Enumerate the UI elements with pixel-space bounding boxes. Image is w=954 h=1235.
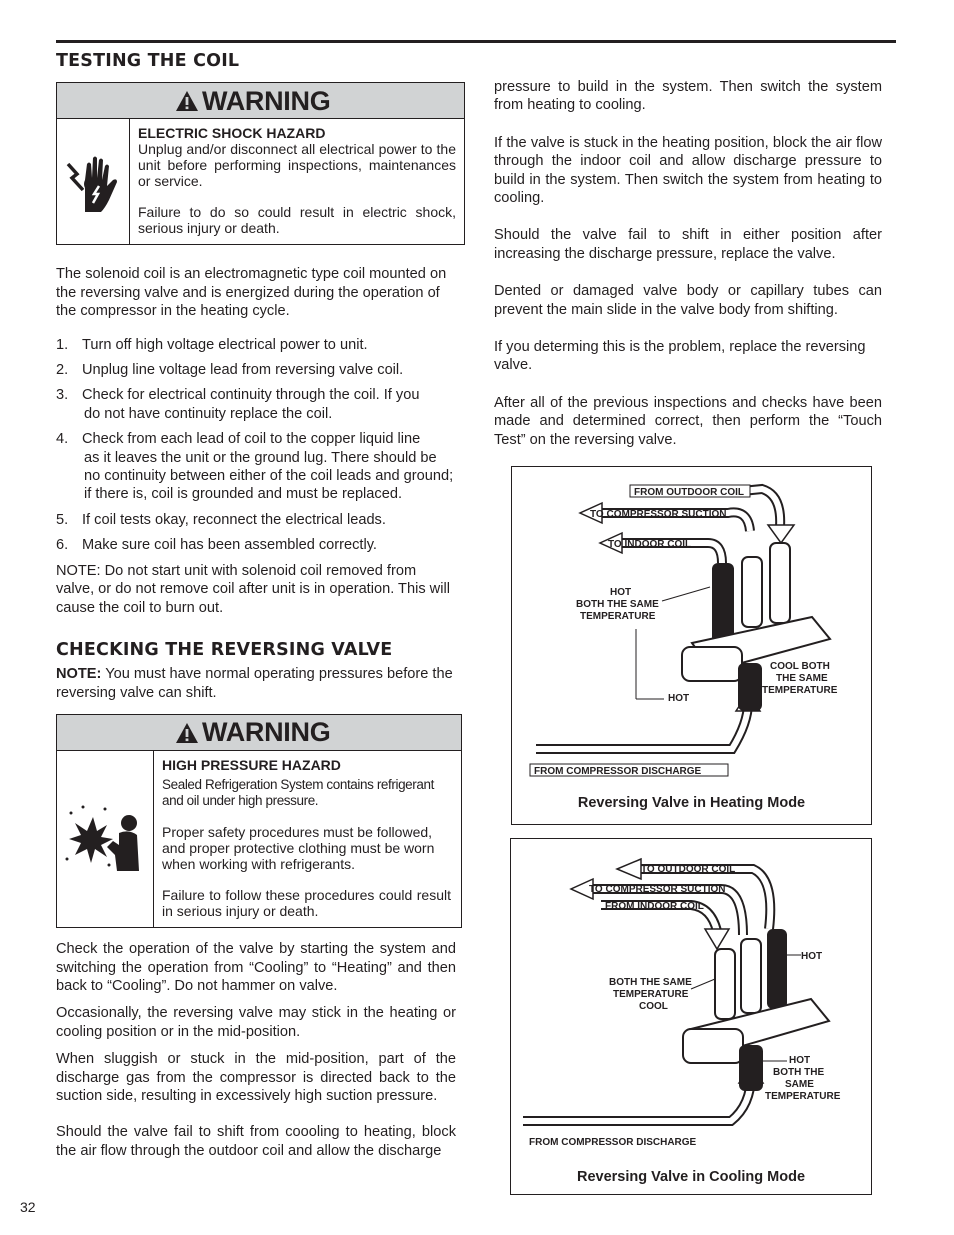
list-item (56, 536, 456, 554)
warning-paragraph: Failure to follow these procedures could result in serious injury or death. (162, 887, 451, 920)
section-heading-testing-coil: TESTING THE COIL (56, 51, 240, 71)
note-text: You must have normal operating pressures before the reversing valve can shift. (56, 666, 453, 701)
section-heading-reversing-valve: CHECKING THE REVERSING VALVE (56, 639, 393, 660)
label-both-same: BOTH THE SAME (609, 977, 692, 988)
warning-header (57, 83, 464, 119)
step-number: 1. (56, 336, 69, 353)
label-cool: COOL (639, 1001, 668, 1012)
warning-paragraph: Failure to do so could result in electric shock, serious injury or death. (138, 204, 456, 237)
list-item (56, 511, 456, 529)
step-text-continued: as it leaves the unit or the ground lug. There should be no continuity between either of the coil leads and ground; if there is, coil is grounded and must be replaced. (84, 449, 454, 503)
label-to-compressor-suction: TO COMPRESSOR SUCTION (590, 509, 727, 520)
warning-paragraph: Unplug and/or disconnect all electrical power to the unit before performing inspections, maintenances or service. (138, 141, 456, 190)
step-number: 2. (56, 362, 69, 379)
coil-note-paragraph: NOTE: Do not start unit with solenoid coil removed from valve, or do not remove coil after unit is in operation. This will cause the coil to burn out. (56, 562, 450, 616)
step-number: 5. (56, 511, 69, 528)
list-item (56, 361, 456, 379)
step-text: Check from each lead of coil to the copper liquid line (82, 431, 421, 448)
warning-paragraph: Sealed Refrigeration System contains refrigerant and oil under high pressure. (162, 777, 434, 809)
label-temperature: TEMPERATURE (613, 989, 689, 1000)
right-paragraph: pressure to build in the system. Then switch the system from heating to cooling. (494, 79, 882, 114)
warning-triangle-icon (175, 722, 199, 744)
warning-text (130, 119, 462, 244)
cooling-mode-diagram (511, 839, 871, 1157)
step-text-continued: do not have continuity replace the coil. (84, 405, 333, 422)
label-temperature: TEMPERATURE (580, 611, 656, 622)
left-column (56, 52, 456, 1160)
label-to-indoor-coil: TO INDOOR COIL (608, 539, 692, 550)
label-cool-both: COOL BOTH (770, 661, 830, 672)
label-the-same: THE SAME (776, 673, 828, 684)
step-text: Unplug line voltage lead from reversing valve coil. (82, 362, 404, 379)
hazard-title: HIGH PRESSURE HAZARD (162, 757, 341, 774)
step-number: 4. (56, 431, 69, 448)
high-pressure-warning-box (56, 714, 462, 928)
label-hot-top: HOT (801, 951, 823, 962)
pressure-note (56, 665, 456, 702)
warning-header (57, 715, 461, 751)
label-cool-temperature: TEMPERATURE (762, 685, 838, 696)
step-text: Turn off high voltage electrical power to unit. (82, 336, 368, 353)
label-hot-top: HOT (610, 587, 632, 598)
warning-paragraph: Proper safety procedures must be followed, and proper protective clothing must be worn when working with refrigerants. (162, 824, 435, 873)
hazard-title: ELECTRIC SHOCK HAZARD (138, 125, 326, 142)
step-text: If coil tests okay, reconnect the electrical leads. (82, 511, 386, 528)
valve-paragraph: When sluggish or stuck in the mid-position, part of the discharge gas from the compressor is directed back to the suction side, resulting in excessively high suction pressure. (56, 1051, 456, 1104)
figure-caption: Reversing Valve in Cooling Mode (576, 1169, 806, 1185)
label-from-indoor-coil: FROM INDOOR COIL (605, 901, 704, 912)
top-rule (56, 40, 896, 43)
right-paragraph: If the valve is stuck in the heating position, block the air flow through the indoor coil and allow discharge pressure to build in the system. Then switch the system from heating to cooling. (494, 134, 882, 207)
warning-triangle-icon (175, 90, 199, 112)
warning-body (57, 751, 461, 927)
right-paragraph: Should the valve fail to shift in either position after increasing the discharge pressure, replace the valve. (494, 227, 882, 262)
figure-cooling-mode (510, 838, 872, 1195)
valve-paragraph: Occasionally, the reversing valve may stick in the heating or cooling position or in the mid-position. (56, 1005, 456, 1040)
step-number: 6. (56, 537, 69, 554)
list-item (56, 336, 456, 354)
warning-title: WARNING (202, 85, 331, 116)
step-text: Make sure coil has been assembled correctly. (82, 537, 377, 554)
heating-mode-diagram (512, 467, 871, 787)
label-to-compressor-suction: TO COMPRESSOR SUCTION (589, 884, 726, 895)
label-to-outdoor-coil: TO OUTDOOR COIL (641, 864, 736, 875)
coil-intro-paragraph: The solenoid coil is an electromagnetic type coil mounted on the reversing valve and is energized during the operation of the compressor in the heating cycle. (56, 266, 447, 320)
note-label: NOTE: (56, 666, 102, 683)
electric-shock-hand-icon (57, 119, 130, 244)
figure-caption: Reversing Valve in Heating Mode (577, 795, 806, 811)
label-cool-temperature: TEMPERATURE (765, 1091, 841, 1102)
coil-test-steps (56, 336, 456, 555)
right-paragraph: Dented or damaged valve body or capillary tubes can prevent the main slide in the valve body from shifting. (494, 283, 882, 318)
label-from-compressor-discharge: FROM COMPRESSOR DISCHARGE (529, 1137, 697, 1148)
valve-paragraph: Should the valve fail to shift from coooling to heating, block the air flow through the outdoor coil and allow the discharge (56, 1124, 456, 1159)
label-from-outdoor-coil: FROM OUTDOOR COIL (634, 487, 744, 498)
label-from-compressor-discharge: FROM COMPRESSOR DISCHARGE (534, 766, 702, 777)
label-hot-bottom: HOT (789, 1055, 811, 1066)
explosion-hazard-icon (57, 751, 154, 927)
warning-title: WARNING (202, 717, 331, 748)
right-paragraph: If you determing this is the problem, replace the reversing valve. (494, 339, 866, 374)
list-item (56, 386, 456, 423)
warning-text (154, 751, 457, 927)
valve-paragraph: Check the operation of the valve by starting the system and switching the operation from “Cooling” to “Heating” and then back to “Cooling”. Do not hammer on valve. (56, 941, 456, 994)
figure-heating-mode (511, 466, 872, 825)
label-both-the: BOTH THE (773, 1067, 825, 1078)
step-text: Check for electrical continuity through the coil. If you (82, 387, 420, 404)
label-hot-bottom: HOT (668, 693, 690, 704)
right-column (494, 78, 882, 449)
right-paragraph: After all of the previous inspections and checks have been made and determined correct, then perform the “Touch Test” on the reversing valve. (494, 394, 882, 448)
label-both-same: BOTH THE SAME (576, 599, 659, 610)
list-item (56, 430, 456, 504)
page-number: 32 (20, 1199, 36, 1215)
step-number: 3. (56, 387, 69, 404)
electric-shock-warning-box (56, 82, 465, 245)
label-same: SAME (785, 1079, 814, 1090)
warning-body (57, 119, 464, 244)
